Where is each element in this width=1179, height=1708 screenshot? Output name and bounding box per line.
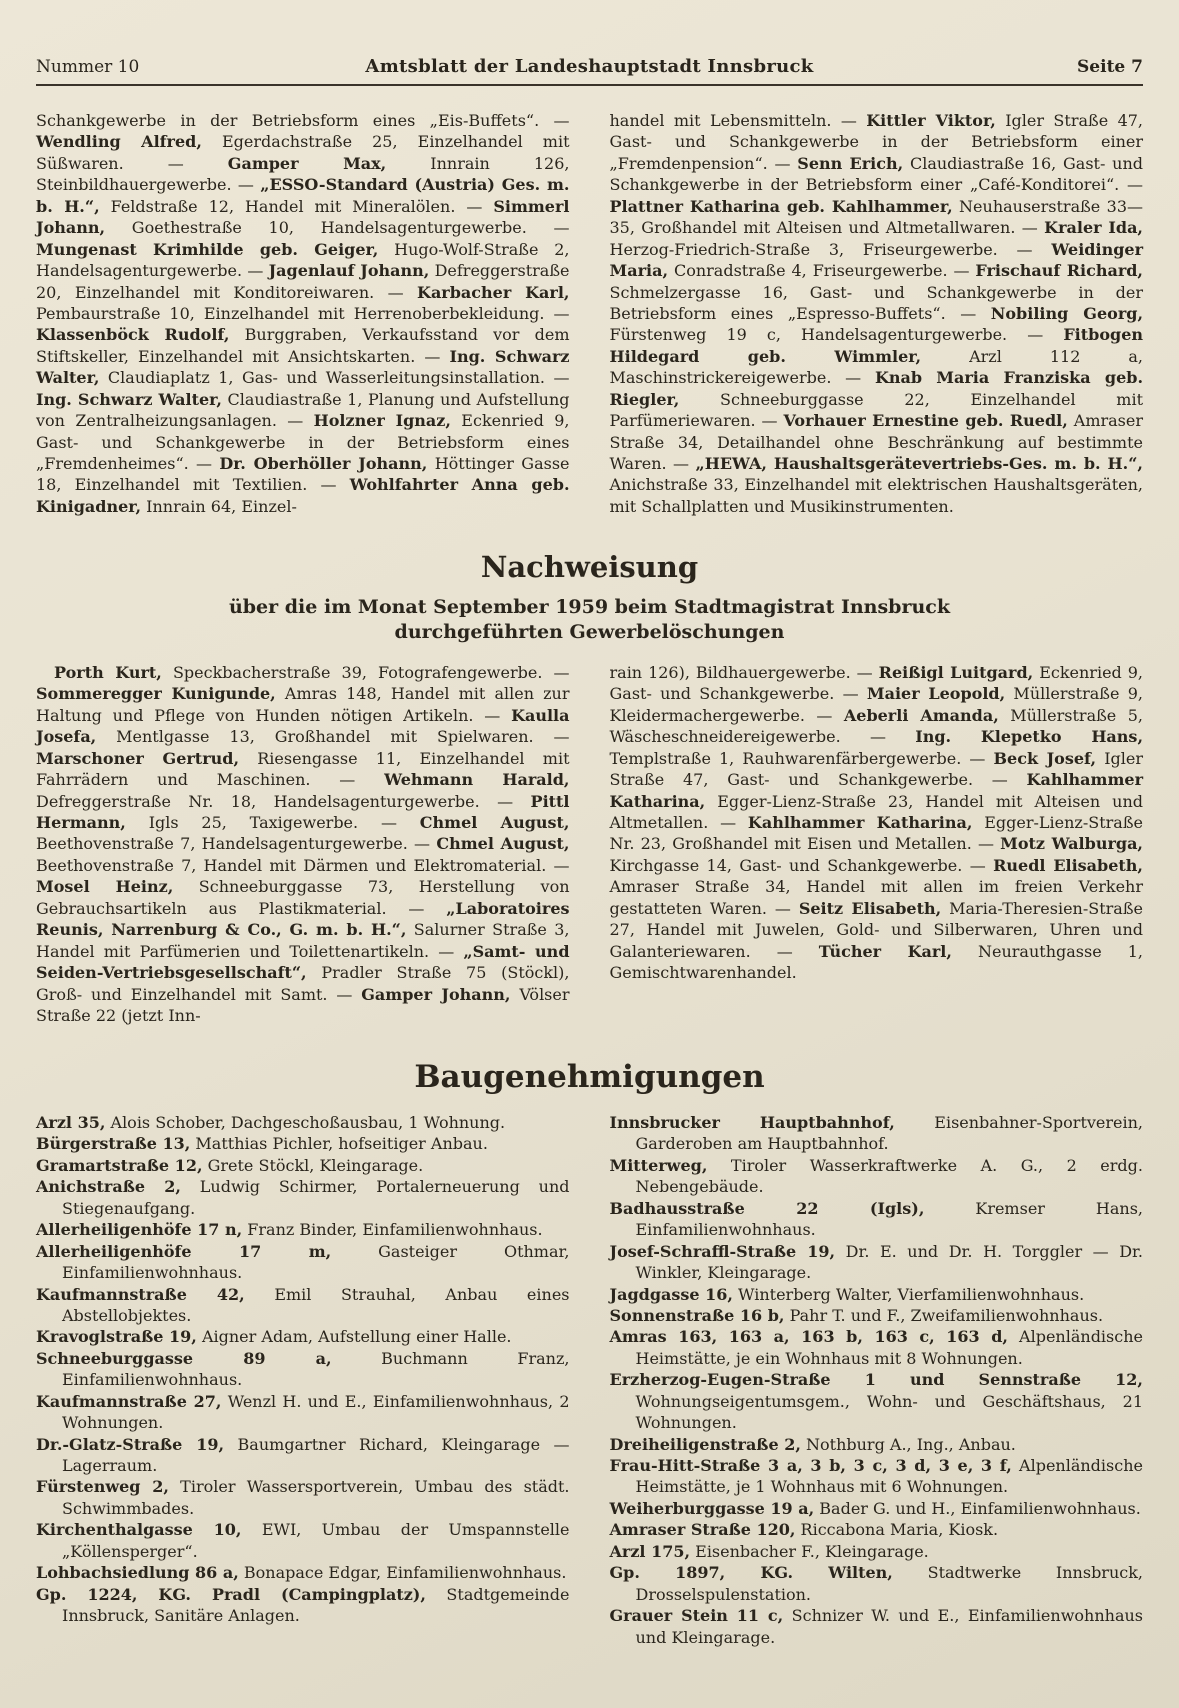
continued-registrations-section bbox=[36, 110, 1143, 517]
permit-entry: Gramartstraße 12, Grete Stöckl, Kleingarage. bbox=[36, 1155, 424, 1175]
permit-entry: Sonnenstraße 16 b, Pahr T. und F., Zweifamilienwohnhaus. bbox=[609, 1305, 1104, 1325]
permit-entry: Arzl 35, Alois Schober, Dachgeschoßausbau, 1 Wohnung. bbox=[36, 1113, 506, 1133]
baugenehmigungen-title: Baugenehmigungen bbox=[414, 1059, 765, 1096]
nachweisung-heading-block bbox=[36, 551, 1143, 646]
permit-entry: Allerheiligenhöfe 17 n, Franz Binder, Einfamilienwohnhaus. bbox=[36, 1220, 543, 1240]
permit-entry: Badhausstraße 22 (Igls), Kremser Hans, Einfamilienwohnhaus. bbox=[609, 1198, 1143, 1240]
permit-entry: Kaufmannstraße 27, Wenzl H. und E., Einfamilienwohnhaus, 2 Wohnungen. bbox=[36, 1391, 570, 1433]
permit-entry: Kravoglstraße 19, Aigner Adam, Aufstellung einer Halle. bbox=[36, 1327, 512, 1347]
permit-entry: Amraser Straße 120, Riccabona Maria, Kiosk. bbox=[609, 1520, 999, 1540]
permit-entry: Gp. 1897, KG. Wilten, Stadtwerke Innsbruck, Drosselspulenstation. bbox=[609, 1563, 1144, 1604]
permit-entry: Jagdgasse 16, Winterberg Walter, Vierfamilienwohnhaus. bbox=[609, 1284, 1085, 1304]
permit-entry: Erzherzog-Eugen-Straße 1 und Sennstraße 12, Wohnungseigentumsgem., Wohn- und Geschäftshaus, 21 Wohnungen. bbox=[609, 1370, 1143, 1433]
permit-entry: Gp. 1224, KG. Pradl (Campingplatz), Stadtgemeinde Innsbruck, Sanitäre Anlagen. bbox=[36, 1584, 570, 1626]
permits-left-column bbox=[36, 1112, 570, 1648]
permit-entry: Kirchenthalgasse 10, EWI, Umbau der Umspannstelle „Köllensperger“. bbox=[36, 1520, 570, 1561]
permit-entry: Fürstenweg 2, Tiroler Wassersportverein, Umbau des städt. Schwimmbades. bbox=[36, 1477, 570, 1518]
permit-entry: Anichstraße 2, Ludwig Schirmer, Portalerneuerung und Stiegenaufgang. bbox=[36, 1177, 570, 1218]
nachweisung-subtitle-line2: durchgeführten Gewerbelöschungen bbox=[394, 621, 785, 644]
baugenehmigungen-columns bbox=[36, 1112, 1143, 1648]
permit-entry: Arzl 175, Eisenbacher F., Kleingarage. bbox=[609, 1541, 929, 1561]
permit-entry: Allerheiligenhöfe 17 m, Gasteiger Othmar, Einfamilienwohnhaus. bbox=[36, 1241, 570, 1283]
permit-entry: Grauer Stein 11 c, Schnizer W. und E., Einfamilienwohnhaus und Kleingarage. bbox=[609, 1606, 1144, 1647]
permit-entry: Dreiheiligenstraße 2, Nothburg A., Ing., Anbau. bbox=[609, 1434, 1016, 1454]
permit-entry: Amras 163, 163 a, 163 b, 163 c, 163 d, Alpenländische Heimstätte, je ein Wohnhaus mit 8 Wohnungen. bbox=[609, 1327, 1143, 1368]
permit-entry: Innsbrucker Hauptbahnhof, Eisenbahner-Sportverein, Garderoben am Hauptbahnhof. bbox=[609, 1113, 1144, 1154]
page-number-label: Seite 7 bbox=[1077, 57, 1143, 77]
permit-entry: Kaufmannstraße 42, Emil Strauhal, Anbau eines Abstellobjektes. bbox=[36, 1284, 570, 1325]
permit-entry: Schneeburggasse 89 a, Buchmann Franz, Einfamilienwohnhaus. bbox=[36, 1348, 570, 1390]
issue-number-label: Nummer 10 bbox=[36, 57, 140, 77]
header-divider bbox=[36, 84, 1143, 86]
page-header bbox=[36, 56, 1143, 77]
journal-title: Amtsblatt der Landeshauptstadt Innsbruck bbox=[365, 56, 814, 77]
permit-entry: Mitterweg, Tiroler Wasserkraftwerke A. G., 2 erdg. Nebengebäude. bbox=[609, 1155, 1143, 1197]
permit-entry: Frau-Hitt-Straße 3 a, 3 b, 3 c, 3 d, 3 e, 3 f, Alpenländische Heimstätte, je 1 Wohnhaus mit 6 Wohnungen. bbox=[609, 1456, 1143, 1497]
nachweisung-subtitle-line1: über die im Monat September 1959 beim Stadtmagistrat Innsbruck bbox=[228, 595, 951, 618]
registrations-right-column: handel mit Lebensmitteln. — Kittler Viktor, Igler Straße 47, Gast- und Schankgewerbe in der Betriebsform einer „Fremdenpension“. — Senn Erich, Claudiastraße 16, Gast- und Schankgewerbe in der Betriebsform einer „Café-Konditorei“. — Plattner Katharina geb. Kahlhammer, Neuhauserstraße 33—35, Großhandel mit Alteisen und Altmetallwaren. — Kraler Ida, Herzog-Friedrich-Straße 3, Friseurgewerbe. — Weidinger Maria, Conradstraße 4, Friseurgewerbe. — Frischauf Richard, Schmelzergasse 16, Gast- und Schankgewerbe in der Betriebsform eines „Espresso-Buffets“. — Nobiling Georg, Fürstenweg 19 c, Handelsagenturgewerbe. — Fitbogen Hildegard geb. Wimmler, Arzl 112 a, Maschinstrickereigewerbe. — Knab Maria Franziska geb. Riegler, Schneeburggasse 22, Einzelhandel mit Parfümeriewaren. — Vorhauer Ernestine geb. Ruedl, Amraser Straße 34, Detailhandel ohne Beschränkung auf bestimmte Waren. — „HEWA, Haushaltsgerätevertriebs-Ges. m. b. H.“, Anichstraße 33, Einzelhandel mit elektrischen Haushaltsgeräten, mit Schallplatten und Musikinstrumenten. bbox=[609, 111, 1144, 516]
nachweisung-title: Nachweisung bbox=[480, 550, 699, 585]
permits-right-column bbox=[610, 1112, 1144, 1648]
nachweisung-section bbox=[36, 551, 1143, 1026]
permit-entry: Weiherburggasse 19 a, Bader G. und H., Einfamilienwohnhaus. bbox=[609, 1498, 1141, 1518]
registrations-left-column: Schankgewerbe in der Betriebsform eines „Eis-Buffets“. — Wendling Alfred, Egerdachstraße 25, Einzelhandel mit Süßwaren. — Gamper Max, Innrain 126, Steinbildhauergewerbe. — „ESSO-Standard (Austria) Ges. m. b. H.“, Feldstraße 12, Handel mit Mineralölen. — Simmerl Johann, Goethestraße 10, Handelsagenturgewerbe. — Mungenast Krimhilde geb. Geiger, Hugo-Wolf-Straße 2, Handelsagenturgewerbe. — Jagenlauf Johann, Defreggerstraße 20, Einzelhandel mit Konditoreiwaren. — Karbacher Karl, Pembaurstraße 10, Einzelhandel mit Herrenoberbekleidung. — Klassenböck Rudolf, Burggraben, Verkaufsstand vor dem Stiftskeller, Einzelhandel mit Ansichtskarten. — Ing. Schwarz Walter, Claudiaplatz 1, Gas- und Wasserleitungsinstallation. — Ing. Schwarz Walter, Claudiastraße 1, Planung und Aufstellung von Zentralheizungsanlagen. — Holzner Ignaz, Eckenried 9, Gast- und Schankgewerbe in der Betriebsform eines „Fremdenheimes“. — Dr. Oberhöller Johann, Höttinger Gasse 18, Einzelhandel mit Textilien. — Wohlfahrter Anna geb. Kinigadner, Innrain 64, Einzel- bbox=[36, 111, 570, 516]
permit-entry: Lohbachsiedlung 86 a, Bonapace Edgar, Einfamilienwohnhaus. bbox=[36, 1563, 567, 1583]
nachweisung-columns bbox=[36, 662, 1143, 1026]
nachweisung-left-column: Porth Kurt, Speckbacherstraße 39, Fotografengewerbe. — Sommeregger Kunigunde, Amras 148, Handel mit allen zur Haltung und Pflege von Hunden nötigen Artikeln. — Kaulla Josefa, Mentlgasse 13, Großhandel mit Spielwaren. — Marschoner Gertrud, Riesengasse 11, Einzelhandel mit Fahrrädern und Maschinen. — Wehmann Harald, Defreggerstraße Nr. 18, Handelsagenturgewerbe. — Pittl Hermann, Igls 25, Taxigewerbe. — Chmel August, Beethovenstraße 7, Handelsagenturgewerbe. — Chmel August, Beethovenstraße 7, Handel mit Därmen und Elektromaterial. — Mosel Heinz, Schneeburggasse 73, Herstellung von Gebrauchsartikeln aus Plastikmaterial. — „Laboratoires Reunis, Narrenburg & Co., G. m. b. H.“, Salurner Straße 3, Handel mit Parfümerien und Toilettenartikeln. — „Samt- und Seiden-Vertriebsgesellschaft“, Pradler Straße 75 (Stöckl), Groß- und Einzelhandel mit Samt. — Gamper Johann, Völser Straße 22 (jetzt Inn- bbox=[36, 662, 570, 1025]
nachweisung-right-column: rain 126), Bildhauergewerbe. — Reißigl Luitgard, Eckenried 9, Gast- und Schankgewerbe. — Maier Leopold, Müllerstraße 9, Kleidermachergewerbe. — Aeberli Amanda, Müllerstraße 5, Wäscheschneidereigewerbe. — Ing. Klepetko Hans, Templstraße 1, Rauhwarenfärbergewerbe. — Beck Josef, Igler Straße 47, Gast- und Schankgewerbe. — Kahlhammer Katharina, Egger-Lienz-Straße 23, Handel mit Alteisen und Altmetallen. — Kahlhammer Katharina, Egger-Lienz-Straße Nr. 23, Großhandel mit Eisen und Metallen. — Motz Walburga, Kirchgasse 14, Gast- und Schankgewerbe. — Ruedl Elisabeth, Amraser Straße 34, Handel mit allen im freien Verkehr gestatteten Waren. — Seitz Elisabeth, Maria-Theresien-Straße 27, Handel mit Juwelen, Gold- und Silberwaren, Uhren und Galanteriewaren. — Tücher Karl, Neurauthgasse 1, Gemischtwarenhandel. bbox=[609, 662, 1144, 983]
baugenehmigungen-section bbox=[36, 1060, 1143, 1648]
permit-entry: Josef-Schraffl-Straße 19, Dr. E. und Dr. H. Torggler — Dr. Winkler, Kleingarage. bbox=[609, 1241, 1144, 1283]
permit-entry: Bürgerstraße 13, Matthias Pichler, hofseitiger Anbau. bbox=[36, 1134, 488, 1154]
permit-entry: Dr.-Glatz-Straße 19, Baumgartner Richard, Kleingarage — Lagerraum. bbox=[36, 1434, 570, 1476]
